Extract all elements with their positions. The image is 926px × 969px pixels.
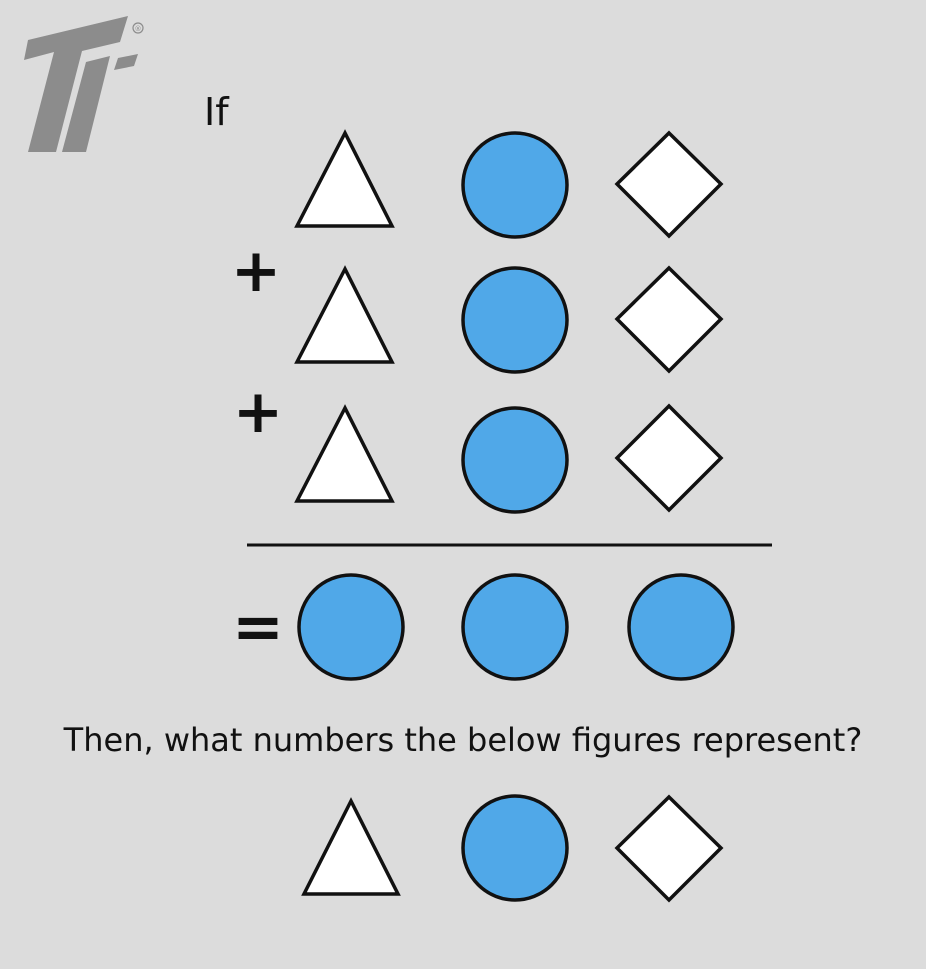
triangle-shape — [304, 801, 398, 894]
circle-shape — [463, 796, 567, 900]
diamond-shape — [617, 133, 721, 236]
question-text: Then, what numbers the below figures represent? — [63, 721, 863, 759]
circle-shape — [629, 575, 733, 679]
tt-logo — [24, 16, 143, 152]
addend-row-3 — [297, 406, 721, 512]
triangle-shape — [297, 269, 392, 362]
circle-shape — [463, 575, 567, 679]
query-row — [304, 796, 721, 900]
plus-sign: + — [232, 377, 284, 447]
triangle-shape — [297, 133, 392, 226]
circle-shape — [299, 575, 403, 679]
result-row — [299, 575, 733, 679]
diamond-shape — [617, 406, 721, 510]
diamond-shape — [617, 797, 721, 900]
circle-shape — [463, 133, 567, 237]
logo-dot — [114, 54, 138, 70]
plus-sign: + — [230, 236, 282, 306]
circle-shape — [463, 408, 567, 512]
triangle-shape — [297, 408, 392, 501]
equals-sign: = — [232, 590, 284, 663]
registered-mark: ® — [134, 25, 142, 33]
circle-shape — [463, 268, 567, 372]
if-label: If — [204, 90, 229, 134]
addend-row-1 — [297, 133, 721, 237]
addend-row-2 — [297, 268, 721, 372]
diamond-shape — [617, 268, 721, 371]
